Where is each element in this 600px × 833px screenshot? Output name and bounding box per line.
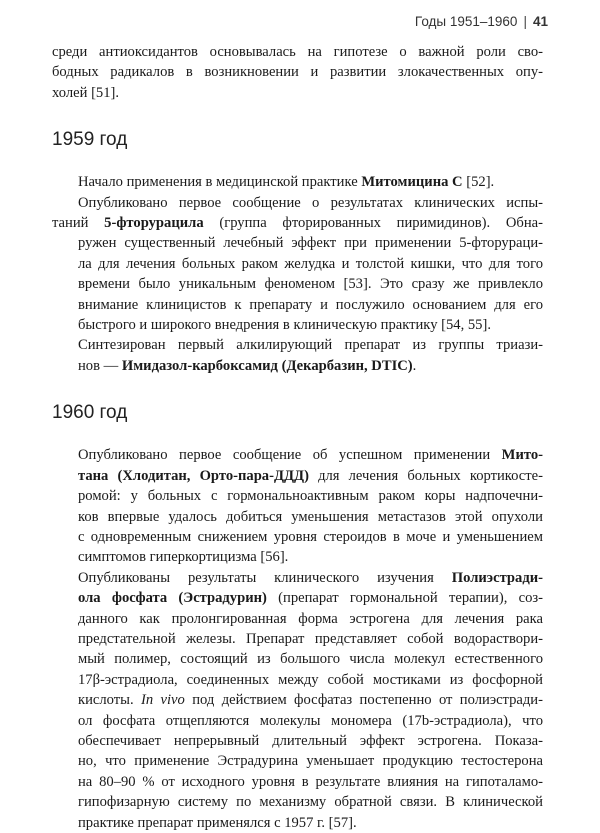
text-line xyxy=(52,690,543,710)
paragraph-dacarbazine xyxy=(52,335,543,376)
text-run: нов — xyxy=(78,357,122,374)
text-line: ков впервые удалось добиться уменьшения метастазов этой опухоли xyxy=(78,508,543,525)
drug-name-polyestradiol-cont: ола фосфата (Эстрадурин) xyxy=(78,590,267,607)
text-run: (препарат гормональной терапии), соз- xyxy=(266,590,543,607)
drug-name-fluorouracil: 5-фторурацила xyxy=(104,215,204,232)
drug-name-mitotane-cont: тана (Хлодитан, Орто-пара-ДДД) xyxy=(78,467,309,484)
drug-name-mitomycin: Митомицина С xyxy=(361,174,463,191)
text-line xyxy=(52,445,543,465)
drug-name-dacarbazine: Имидазол-карбоксамид (Декарбазин, DTIC) xyxy=(121,357,413,374)
text-line: холей [51]. xyxy=(52,84,120,101)
text-run: таний xyxy=(52,215,105,232)
text-run: кислоты. xyxy=(78,692,141,709)
text-line xyxy=(52,356,543,376)
text-run: под действием фосфатаз постепенно от полиэстради- xyxy=(184,692,543,709)
text-run: Опубликованы результаты клинического изучения xyxy=(78,569,452,586)
text-run: (группа фторированных пиримидинов). Обна- xyxy=(203,215,543,232)
paragraph-estradurin xyxy=(52,568,543,833)
text-line: на 80–90 % от исходного уровня в результате влияния на гипоталамо- xyxy=(78,773,543,790)
text-line: практике препарат применялся с 1957 г. [57]. xyxy=(78,814,357,831)
text-line: предстательной железы. Препарат представляет собой водораствори- xyxy=(78,630,543,647)
running-title: Годы 1951–1960 xyxy=(414,14,518,29)
drug-name-mitotane: Мито- xyxy=(501,447,543,464)
text-line: внимание клиницистов к препарату и послужило основанием для его xyxy=(78,296,543,313)
paragraph-fluorouracil xyxy=(52,193,543,336)
section-heading-1960: 1960 год xyxy=(52,402,128,424)
paragraph-mitomycin xyxy=(52,172,543,192)
page-body xyxy=(52,42,543,833)
text-run: Опубликовано первое сообщение об успешном применении xyxy=(78,447,502,464)
text-line: гипофизарную систему по механизму обратной связи. В клинической xyxy=(78,794,543,811)
text-run: Начало применения в медицинской практике xyxy=(78,174,362,191)
intro-paragraph xyxy=(52,42,543,103)
text-line: быстрого и широкого внедрения в клиническую практику [54, 55]. xyxy=(78,317,491,334)
text-line: ружен существенный лечебный эффект при применении 5-фторураци- xyxy=(78,235,543,252)
text-line: среди антиоксидантов основывалась на гипотезе о важной роли сво- xyxy=(52,44,543,60)
text-line: ла для лечения больных раком желудка и толстой кишки, что для того xyxy=(78,255,543,272)
text-line: 17β-эстрадиола, соединенных между собой мостиками из фосфорной xyxy=(78,671,543,688)
text-run: для лечения больных кортикосте- xyxy=(308,467,543,484)
text-line: ромой: у больных с гормональноактивным раком коры надпочечни- xyxy=(78,488,543,505)
drug-name-polyestradiol: Полиэстради- xyxy=(451,569,543,586)
page-number: 41 xyxy=(532,14,548,29)
text-line: Опубликовано первое сообщение о результатах клинических испы- xyxy=(78,194,543,211)
running-header xyxy=(415,14,548,29)
text-line: Синтезирован первый алкилирующий препарат из группы триази- xyxy=(78,337,543,354)
section-heading-1959: 1959 год xyxy=(52,129,128,151)
text-line: мый полимер, состоящий из большого числа молекул естественного xyxy=(78,651,543,668)
text-line: обеспечивает непрерывный длительный эффект эстрогена. Показа- xyxy=(78,732,543,749)
latin-term: In vivo xyxy=(140,692,185,709)
text-line: времени было уникальным феноменом [53]. Это сразу же привлекло xyxy=(78,276,543,293)
text-line xyxy=(52,568,543,588)
text-line: с одновременным снижением уровня стероидов в моче и уменьшением xyxy=(78,528,543,545)
text-line: данного как пролонгированная форма эстрогена для лечения рака xyxy=(78,610,543,627)
text-line: ол фосфата отщепляются молекулы мономера (17b-эстрадиола), что xyxy=(78,712,543,729)
text-line xyxy=(52,588,543,608)
text-line: но, что применение Эстрадурина уменьшает продукцию тестостерона xyxy=(78,753,543,770)
text-line: симптомов гиперкортицизма [56]. xyxy=(78,549,289,566)
text-run: . xyxy=(412,357,417,374)
paragraph-mitotane xyxy=(52,445,543,567)
text-run: [52]. xyxy=(462,174,495,191)
text-line xyxy=(52,466,543,486)
text-line: бодных радикалов в возникновении и развитии злокачественных опу- xyxy=(52,64,543,81)
header-separator: | xyxy=(523,14,527,29)
text-line xyxy=(52,213,543,233)
